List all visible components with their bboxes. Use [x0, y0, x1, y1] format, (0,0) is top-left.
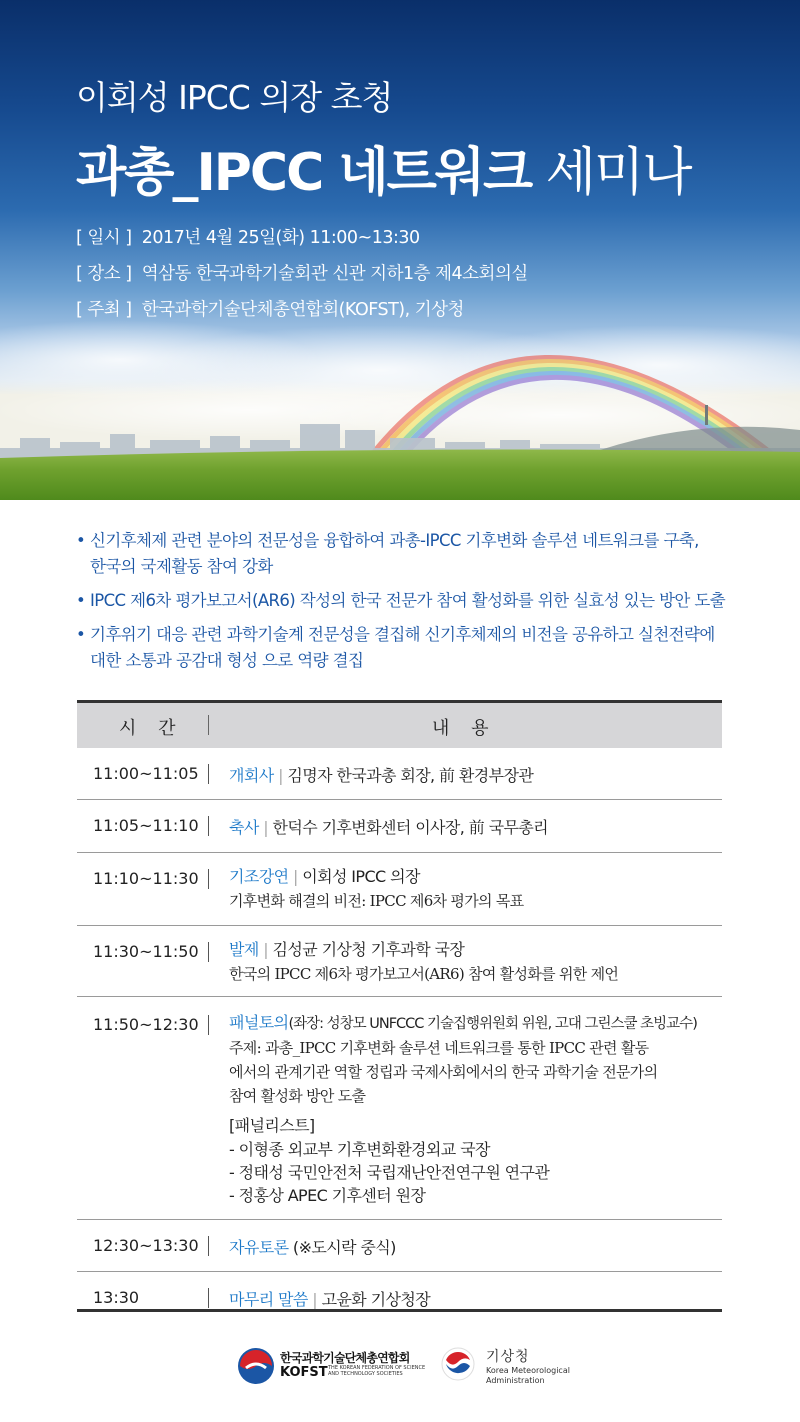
schedule-row — [77, 800, 722, 853]
row-title: 축사 — [229, 818, 259, 837]
panelist-label: [패널리스트] — [229, 1116, 315, 1135]
row-title: 마무리 말씀 — [229, 1290, 308, 1309]
kofst-full-line: AND TECHNOLOGY SOCIETIES — [328, 1371, 403, 1377]
kma-name-en — [486, 1366, 570, 1386]
table-bottom-border — [77, 1309, 722, 1312]
panelist-item: - 정홍상 APEC 기후센터 원장 — [229, 1186, 426, 1205]
purpose-item — [76, 528, 736, 580]
kma-logo — [440, 1344, 580, 1388]
purpose-line: 대한 소통과 공감대 형성 으로 역량 결집 — [90, 651, 364, 670]
row-time: 11:10~11:30 — [93, 869, 199, 888]
schedule-row — [77, 926, 722, 997]
purpose-line: 한국의 국제활동 참여 강화 — [90, 557, 273, 576]
row-detail-line: 주제: 과총_IPCC 기후변화 솔루션 네트워크를 통한 IPCC 관련 활동 — [229, 1039, 649, 1057]
row-time: 11:00~11:05 — [93, 764, 199, 783]
seminar-subtitle: 이회성 IPCC 의장 초청 — [76, 78, 393, 117]
row-title: 기조강연 — [229, 867, 289, 886]
kofst-name-full — [328, 1365, 425, 1377]
header-time: 시 간 — [119, 718, 184, 739]
purpose-line: • 기후위기 대응 관련 과학기술계 전문성을 결집해 신기후체제의 비전을 공유하고 실천전략에 — [90, 625, 715, 644]
row-divider — [208, 816, 209, 836]
row-detail-line: 참여 활성화 방안 도출 — [229, 1087, 366, 1105]
row-title: 자유토론 — [229, 1238, 289, 1257]
schedule-row — [77, 853, 722, 926]
row-time: 11:05~11:10 — [93, 816, 199, 835]
row-divider — [208, 1288, 209, 1308]
schedule-row — [77, 748, 722, 800]
row-divider — [208, 942, 209, 962]
title-light: 세미나 — [531, 143, 691, 203]
header-content: 내 용 — [432, 718, 497, 739]
seminar-title — [76, 130, 691, 205]
info-host-label: [ 주최 ] — [76, 300, 132, 320]
row-desc: 김명자 한국과총 회장, 前 환경부장관 — [287, 766, 534, 785]
info-place-value: 역삼동 한국과학기술회관 신관 지하1층 제4소회의실 — [141, 264, 528, 284]
row-content: 축사 | 한덕수 기후변화센터 이사장, 前 국무총리 — [229, 818, 549, 837]
row-content: 마무리 말씀 | 고윤화 기상청장 — [229, 1290, 431, 1309]
schedule-table — [77, 700, 722, 1322]
kofst-full-line: THE KOREAN FEDERATION OF SCIENCE — [328, 1365, 426, 1371]
row-time: 11:30~11:50 — [93, 942, 199, 961]
panelist-item: - 이형종 외교부 기후변화환경외교 국장 — [229, 1140, 490, 1159]
row-detail: 한국의 IPCC 제6차 평가보고서(AR6) 참여 활성화를 위한 제언 — [229, 965, 619, 983]
purpose-list — [76, 528, 736, 682]
row-title: 패널토의 — [229, 1013, 289, 1032]
info-host-value: 한국과학기술단체총연합회(KOFST), 기상청 — [141, 300, 464, 320]
row-content: 기조강연 | 이회성 IPCC 의장 기후변화 해결의 비전: IPCC 제6차 평가의 목표 — [229, 865, 724, 913]
row-divider — [208, 1015, 209, 1035]
row-time: 11:50~12:30 — [93, 1015, 199, 1034]
info-place-label: [ 장소 ] — [76, 264, 132, 284]
schedule-row — [77, 997, 722, 1220]
purpose-line: • IPCC 제6차 평가보고서(AR6) 작성의 한국 전문가 참여 활성화를 위한 실효성 있는 방안 도출 — [90, 591, 726, 610]
kma-name-en-line: Administration — [486, 1376, 545, 1385]
row-divider — [208, 869, 209, 889]
kofst-logo — [236, 1346, 426, 1386]
row-detail: 기후변화 해결의 비전: IPCC 제6차 평가의 목표 — [229, 892, 524, 910]
schedule-header — [77, 700, 722, 748]
purpose-item — [76, 588, 736, 614]
row-divider — [208, 1236, 209, 1256]
row-desc: (좌장: 성창모 UNFCCC 기술집행위원회 위원, 고대 그린스쿨 초빙교수) — [288, 1016, 697, 1032]
kofst-name-kr: 한국과학기술단체총연합회 — [280, 1351, 410, 1365]
schedule-row — [77, 1220, 722, 1272]
row-divider — [208, 764, 209, 784]
row-content — [229, 1235, 724, 1258]
row-desc: 한덕수 기후변화센터 이사장, 前 국무총리 — [272, 818, 549, 837]
hero-banner — [0, 0, 800, 500]
row-content — [229, 1011, 724, 1207]
row-time: 12:30~13:30 — [93, 1236, 199, 1255]
kma-name-kr: 기상청 — [486, 1349, 530, 1365]
row-detail-line: 에서의 관계기관 역할 정립과 국제사회에서의 한국 과학기술 전문가의 — [229, 1063, 658, 1081]
info-place — [76, 260, 528, 285]
row-title: 개회사 — [229, 766, 274, 785]
row-content: 개회사 | 김명자 한국과총 회장, 前 환경부장관 — [229, 766, 534, 785]
kma-emblem-icon — [440, 1346, 476, 1382]
schedule-row — [77, 1272, 722, 1322]
row-desc: 고윤화 기상청장 — [321, 1290, 431, 1309]
row-desc: (※도시락 중식) — [288, 1238, 396, 1257]
row-content: 발제 | 김성균 기상청 기후과학 국장 한국의 IPCC 제6차 평가보고서(AR6) 참여 활성화를 위한 제언 — [229, 938, 724, 986]
row-title: 발제 — [229, 940, 259, 959]
kofst-emblem-icon — [236, 1346, 276, 1386]
info-date — [76, 224, 420, 249]
kma-name-en-line: Korea Meteorological — [486, 1366, 570, 1375]
kofst-name-en: KOFST — [280, 1365, 328, 1380]
header-divider — [208, 715, 209, 735]
row-time: 13:30 — [93, 1288, 140, 1307]
info-date-value: 2017년 4월 25일(화) 11:00~13:30 — [141, 228, 420, 248]
info-date-label: [ 일시 ] — [76, 228, 132, 248]
purpose-item — [76, 622, 736, 674]
title-main: 과총_IPCC 네트워크 — [76, 143, 532, 203]
row-desc: 김성균 기상청 기후과학 국장 — [272, 940, 465, 959]
panelist-item: - 정태성 국민안전처 국립재난안전연구원 연구관 — [229, 1163, 550, 1182]
info-host — [76, 296, 464, 321]
purpose-line: • 신기후체제 관련 분야의 전문성을 융합하여 과총-IPCC 기후변화 솔루션 네트워크를 구축, — [90, 531, 699, 550]
row-desc: 이회성 IPCC 의장 — [302, 867, 420, 886]
